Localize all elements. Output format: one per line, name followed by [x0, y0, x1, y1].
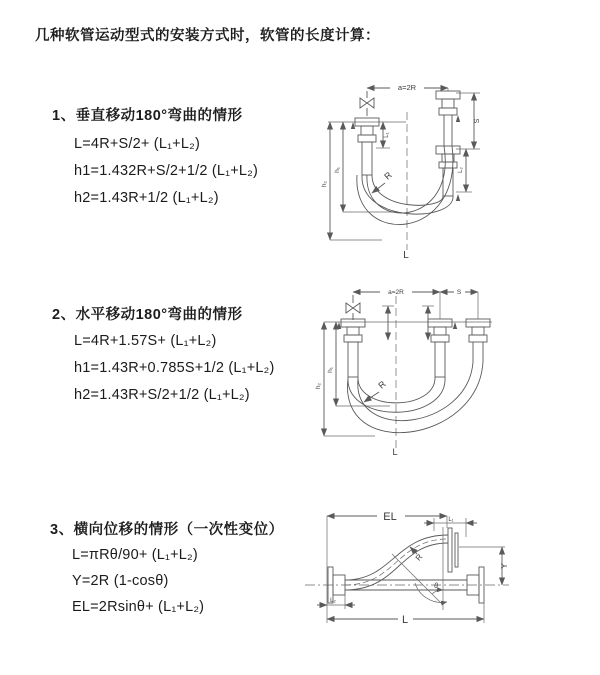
s-curve-hose: [345, 535, 448, 590]
dimension-s-right: [456, 93, 481, 192]
dim-label-theta: θ: [434, 583, 438, 590]
dimension-y: [500, 547, 509, 585]
left-fitting: [337, 319, 365, 377]
dim-label-r: R: [413, 552, 425, 563]
upper-right-flange: [448, 528, 505, 572]
angle-theta: [392, 527, 447, 610]
page-title: 几种软管运动型式的安装方式时，软管的长度计算：: [35, 28, 380, 44]
dim-label-y: Y: [500, 563, 509, 569]
dim-label-h2: h₂: [315, 382, 322, 390]
dim-label-r: R: [382, 169, 394, 182]
left-fitting: [328, 118, 406, 175]
diagram-vertical-180-bend: [310, 72, 595, 264]
dim-label-a2r: a=2R: [397, 83, 417, 92]
dimension-l-bottom: [327, 597, 484, 626]
dim-label-h1: h₁: [327, 367, 334, 373]
dim-label-l-bottom: L: [392, 447, 398, 457]
section-2-formula-l: L=4R+1.57S+ (L₁+L₂): [74, 333, 217, 349]
middle-fitting: [428, 319, 457, 377]
dim-label-el: EL: [383, 511, 397, 523]
diagram-horizontal-180-bend: [310, 278, 595, 464]
dim-label-h1: h₁: [334, 167, 341, 173]
dimension-h1-h2: [321, 122, 398, 240]
diagram-lateral-displacement: [297, 497, 599, 649]
dim-label-a2r: a=2R: [388, 289, 404, 296]
section-2-heading: 2、水平移动180°弯曲的情形: [52, 307, 243, 323]
dim-label-l: L: [401, 614, 409, 626]
section-2-formula-h1: h1=1.43R+0.785S+1/2 (L₁+L₂): [74, 360, 275, 376]
section-1-heading: 1、垂直移动180°弯曲的情形: [52, 108, 243, 124]
section-3-formula-el: EL=2Rsinθ+ (L₁+L₂): [72, 599, 205, 615]
right-fitting: [466, 319, 490, 362]
dimension-l1-top: [424, 517, 477, 537]
section-1-formula-l: L=4R+S/2+ (L₁+L₂): [74, 136, 200, 152]
dimension-h1-h2: [315, 322, 390, 436]
dim-label-l1: L₁: [448, 517, 454, 523]
dim-label-l1: L₁: [384, 132, 390, 138]
radius-callout: [372, 170, 394, 193]
dim-label-h2: h₂: [321, 180, 328, 188]
dim-label-s: S: [474, 118, 481, 124]
hose-curves: [347, 362, 483, 433]
right-fitting: [436, 88, 460, 201]
dim-label-s: S: [456, 289, 462, 296]
dim-label-r: R: [376, 378, 388, 391]
section-2-formula-h2: h2=1.43R+S/2+1/2 (L₁+L₂): [74, 387, 250, 403]
section-1-formula-h2: h2=1.43R+1/2 (L₁+L₂): [74, 190, 219, 206]
dim-label-l-bottom: L: [403, 250, 409, 261]
valve-icon: [346, 295, 360, 320]
valve-icon: [360, 91, 374, 116]
hose-curves: [357, 146, 453, 225]
dimension-a2r: [353, 286, 478, 319]
dimension-a2r: [367, 81, 448, 92]
section-1-formula-h1: h1=1.432R+S/2+1/2 (L₁+L₂): [74, 163, 259, 179]
small-dimensions: [382, 306, 434, 340]
dim-label-l2: L₂: [330, 598, 336, 604]
dim-label-l2: L₂: [458, 167, 464, 173]
radius-callout: [364, 379, 388, 402]
section-3-heading: 3、横向位移的情形（一次性变位）: [50, 522, 284, 538]
section-3-formula-l: L=πRθ/90+ (L₁+L₂): [72, 547, 198, 563]
section-3-formula-y: Y=2R (1-cosθ): [72, 573, 169, 589]
